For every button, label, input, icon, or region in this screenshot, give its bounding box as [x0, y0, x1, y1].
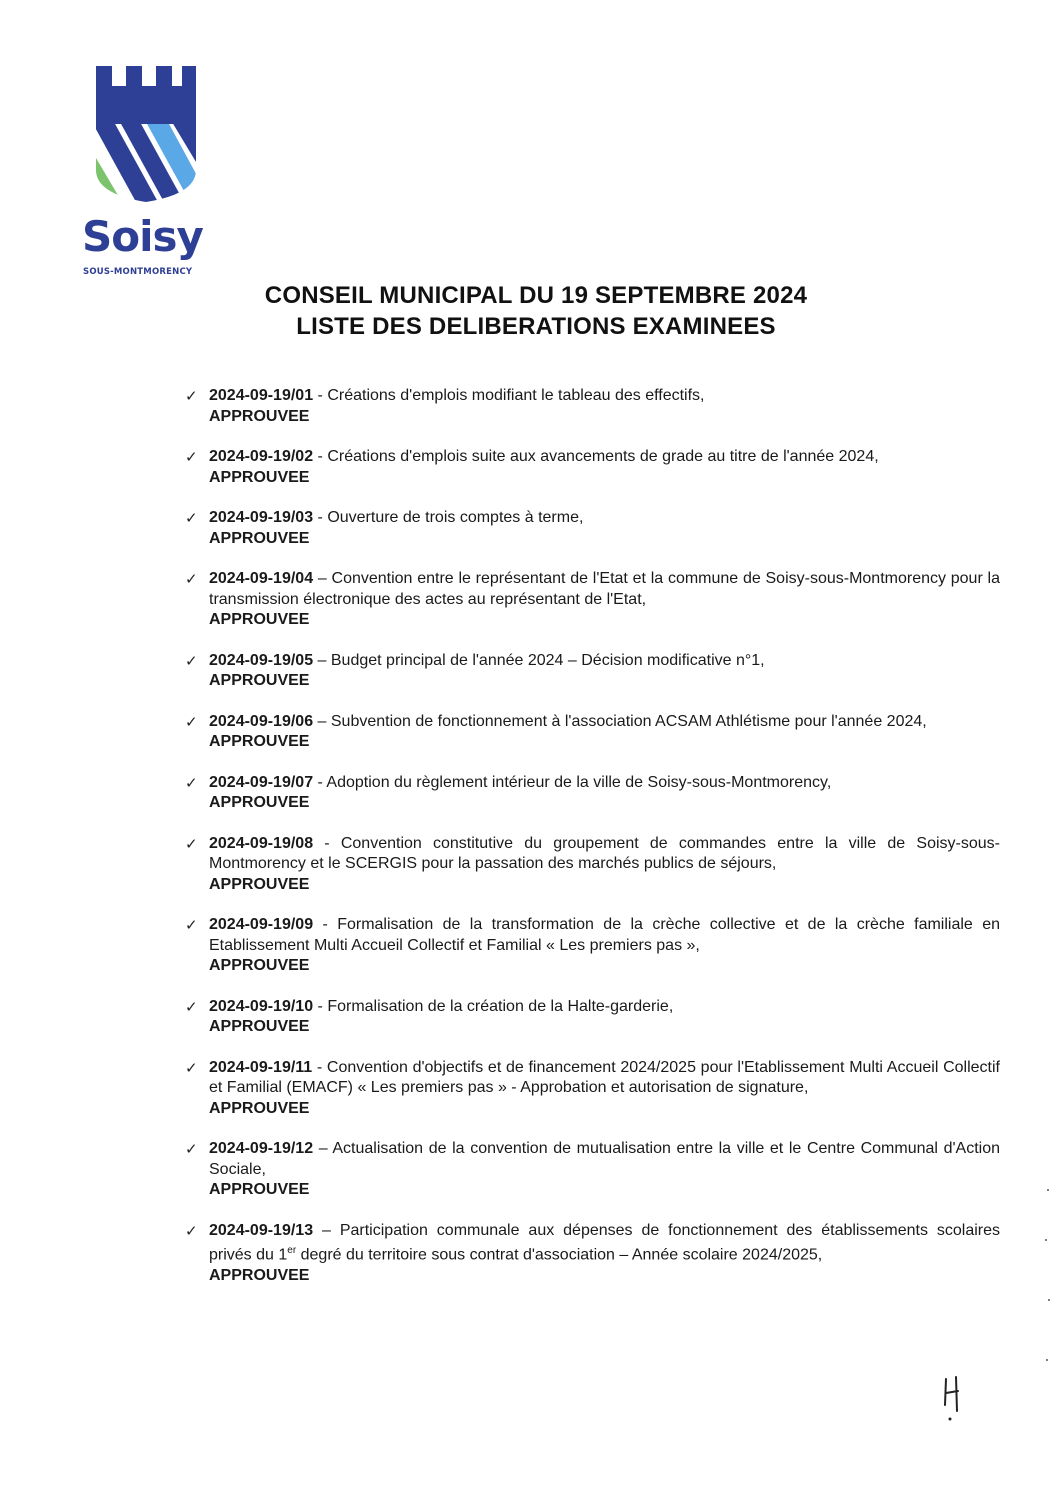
deliberation-text: - Ouverture de trois comptes à terme,	[313, 509, 584, 526]
deliberation-text: - Formalisation de la création de la Halte-garderie,	[313, 997, 674, 1015]
check-icon: ✓	[185, 773, 198, 792]
document-title	[0, 280, 1058, 342]
deliberation-text: – Budget principal de l'année 2024 – Décision modificative n°1,	[313, 651, 765, 669]
deliberation-code: 2024-09-19/08	[209, 834, 314, 852]
deliberation-text: - Créations d'emplois suite aux avancements de grade au titre de l'année 2024,	[313, 448, 879, 465]
deliberation-code: 2024-09-19/02	[209, 448, 314, 465]
deliberation-code: 2024-09-19/05	[209, 651, 314, 669]
castle-shield-icon	[78, 62, 198, 202]
list-item	[185, 1221, 1000, 1287]
deliberation-code: 2024-09-19/07	[209, 773, 314, 791]
ordinal-superscript: er	[287, 1245, 297, 1256]
status-label: APPROUVEE	[209, 1181, 310, 1198]
deliberation-text: – Participation communale aux dépenses de fonctionnement des établissements scolaires privés du 1	[209, 1221, 1000, 1264]
status-label: APPROUVEE	[209, 672, 310, 689]
deliberation-code: 2024-09-19/06	[209, 712, 314, 730]
status-label: APPROUVEE	[209, 468, 310, 486]
list-item	[185, 997, 1000, 1038]
status-label: APPROUVEE	[209, 1099, 310, 1117]
status-label: APPROUVEE	[209, 1018, 310, 1035]
deliberation-code: 2024-09-19/03	[209, 509, 314, 526]
list-item	[185, 386, 1000, 427]
check-icon: ✓	[185, 834, 198, 853]
title-line-2: LISTE DES DELIBERATIONS EXAMINEES	[296, 313, 776, 340]
deliberation-text: - Formalisation de la transformation de la crèche collective et de la crèche familiale en Etablissement Multi Accueil Collectif et Familial « Les premiers pas »,	[209, 916, 1000, 954]
logo-wordmark: Soisy	[82, 212, 203, 261]
check-icon: ✓	[185, 387, 198, 405]
check-icon: ✓	[185, 1140, 198, 1158]
status-label: APPROUVEE	[209, 407, 310, 425]
deliberation-text-continued: degré du territoire sous contrat d'association – Année scolaire 2024/2025,	[296, 1246, 823, 1264]
status-label: APPROUVEE	[209, 875, 310, 893]
check-icon: ✓	[185, 997, 198, 1016]
deliberation-list	[185, 386, 1000, 1306]
list-item	[185, 508, 1000, 549]
check-icon: ✓	[185, 916, 198, 934]
status-label: APPROUVEE	[209, 529, 310, 547]
title-line-1: CONSEIL MUNICIPAL DU 19 SEPTEMBRE 2024	[264, 282, 808, 309]
deliberation-text: – Convention entre le représentant de l'Etat et la commune de Soisy-sous-Montmorency pour la transmission électronique des actes au représentant de l'Etat,	[209, 570, 1000, 608]
deliberation-text: – Actualisation de la convention de mutualisation entre la ville et le Centre Communal d'Action Sociale,	[209, 1140, 1000, 1178]
deliberation-text: - Convention d'objectifs et de financement 2024/2025 pour l'Etablissement Multi Accueil Collectif et Familial (EMACF) « Les premiers pas » - Approbation et autorisation de signature,	[209, 1058, 1000, 1096]
soisy-logo	[78, 62, 218, 277]
list-item	[185, 651, 1000, 692]
check-icon: ✓	[185, 1058, 198, 1077]
status-label: APPROUVEE	[209, 957, 310, 974]
deliberation-code: 2024-09-19/12	[209, 1140, 314, 1157]
check-icon: ✓	[185, 448, 198, 466]
status-label: APPROUVEE	[209, 733, 310, 750]
deliberation-code: 2024-09-19/01	[209, 387, 314, 404]
deliberation-code: 2024-09-19/11	[209, 1058, 313, 1076]
deliberation-text: - Créations d'emplois modifiant le tableau des effectifs,	[313, 387, 705, 404]
check-icon: ✓	[185, 651, 198, 670]
status-label: APPROUVEE	[209, 1266, 310, 1284]
list-item	[185, 569, 1000, 631]
deliberation-text: - Convention constitutive du groupement de commandes entre la ville de Soisy-sous-Montmorency et le SCERGIS pour la passation des marchés publics de séjours,	[209, 834, 1000, 872]
list-item	[185, 773, 1000, 814]
deliberation-code: 2024-09-19/09	[209, 916, 314, 933]
list-item	[185, 1139, 1000, 1201]
check-icon: ✓	[185, 570, 198, 588]
handwritten-page-number	[938, 1375, 968, 1425]
list-item	[185, 1058, 1000, 1120]
check-icon: ✓	[185, 509, 198, 527]
list-item	[185, 915, 1000, 977]
list-item	[185, 447, 1000, 488]
deliberation-code: 2024-09-19/13	[209, 1221, 314, 1239]
scan-specks	[1040, 1180, 1054, 1400]
check-icon: ✓	[185, 712, 198, 731]
status-label: APPROUVEE	[209, 794, 310, 811]
list-item	[185, 712, 1000, 753]
deliberation-code: 2024-09-19/04	[209, 570, 314, 587]
deliberation-text: - Adoption du règlement intérieur de la ville de Soisy-sous-Montmorency,	[313, 773, 832, 791]
status-label: APPROUVEE	[209, 611, 310, 628]
check-icon: ✓	[185, 1221, 198, 1240]
logo-subtitle: SOUS-MONTMORENCY	[83, 267, 193, 277]
deliberation-text: – Subvention de fonctionnement à l'association ACSAM Athlétisme pour l'année 2024,	[313, 712, 927, 730]
list-item	[185, 834, 1000, 896]
deliberation-code: 2024-09-19/10	[209, 997, 314, 1015]
